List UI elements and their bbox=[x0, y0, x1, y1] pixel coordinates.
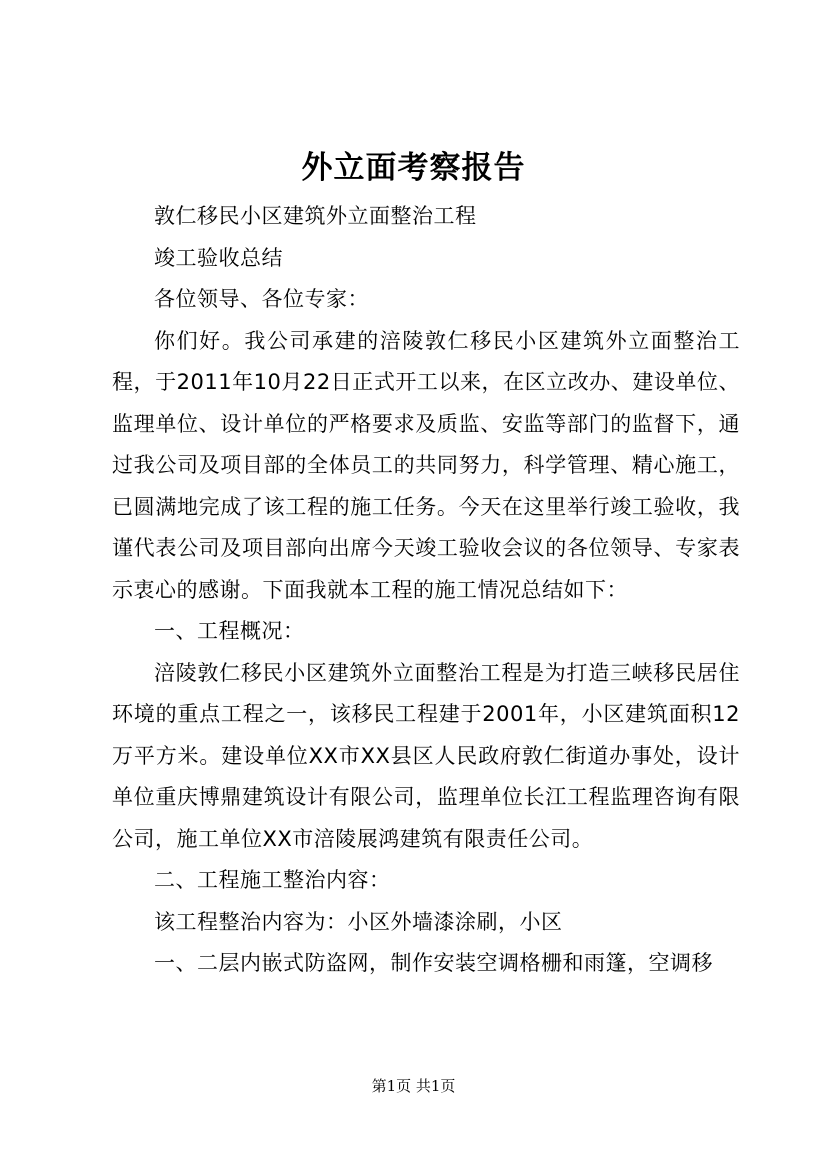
document-body bbox=[112, 196, 740, 985]
paragraph-overview: 涪陵敦仁移民小区建筑外立面整治工程是为打造三峡移民居住环境的重点工程之一，该移民工程建于2001年，小区建筑面积12万平方米。建设单位XX市XX县区人民政府敦仁街道办事处，设计单位重庆博鼎建筑设计有限公司，监理单位长江工程监理咨询有限公司，施工单位XX市涪陵展鸿建筑有限责任公司。 bbox=[112, 660, 740, 851]
document-title: 外立面考察报告 bbox=[301, 150, 526, 186]
section-heading-overview: 一、工程概况： bbox=[154, 619, 305, 643]
paragraph-content-continued: 一、二层内嵌式防盗网，制作安装空调格栅和雨篷，空调移 bbox=[154, 951, 713, 975]
paragraph-introduction: 你们好。我公司承建的涪陵敦仁移民小区建筑外立面整治工程，于2011年10月22日正式开工以来，在区立改办、建设单位、监理单位、设计单位的严格要求及质监、安监等部门的监督下，通过我公司及项目部的全体员工的共同努力，科学管理、精心施工，已圆满地完成了该工程的施工任务。今天在这里举行竣工验收，我谨代表公司及项目部向出席今天竣工验收会议的各位领导、专家表示衷心的感谢。下面我就本工程的施工情况总结如下： bbox=[112, 328, 740, 602]
paragraph-project-name: 敦仁移民小区建筑外立面整治工程 bbox=[154, 204, 477, 228]
paragraph-content: 该工程整治内容为：小区外墙漆涂刷，小区 bbox=[154, 909, 563, 934]
section-heading-content: 二、工程施工整治内容： bbox=[154, 868, 391, 892]
paragraph-salutation: 各位领导、各位专家： bbox=[154, 287, 369, 311]
page-number-footer: 第1页 共1页 bbox=[371, 1077, 456, 1095]
paragraph-summary-heading: 竣工验收总结 bbox=[154, 245, 283, 270]
